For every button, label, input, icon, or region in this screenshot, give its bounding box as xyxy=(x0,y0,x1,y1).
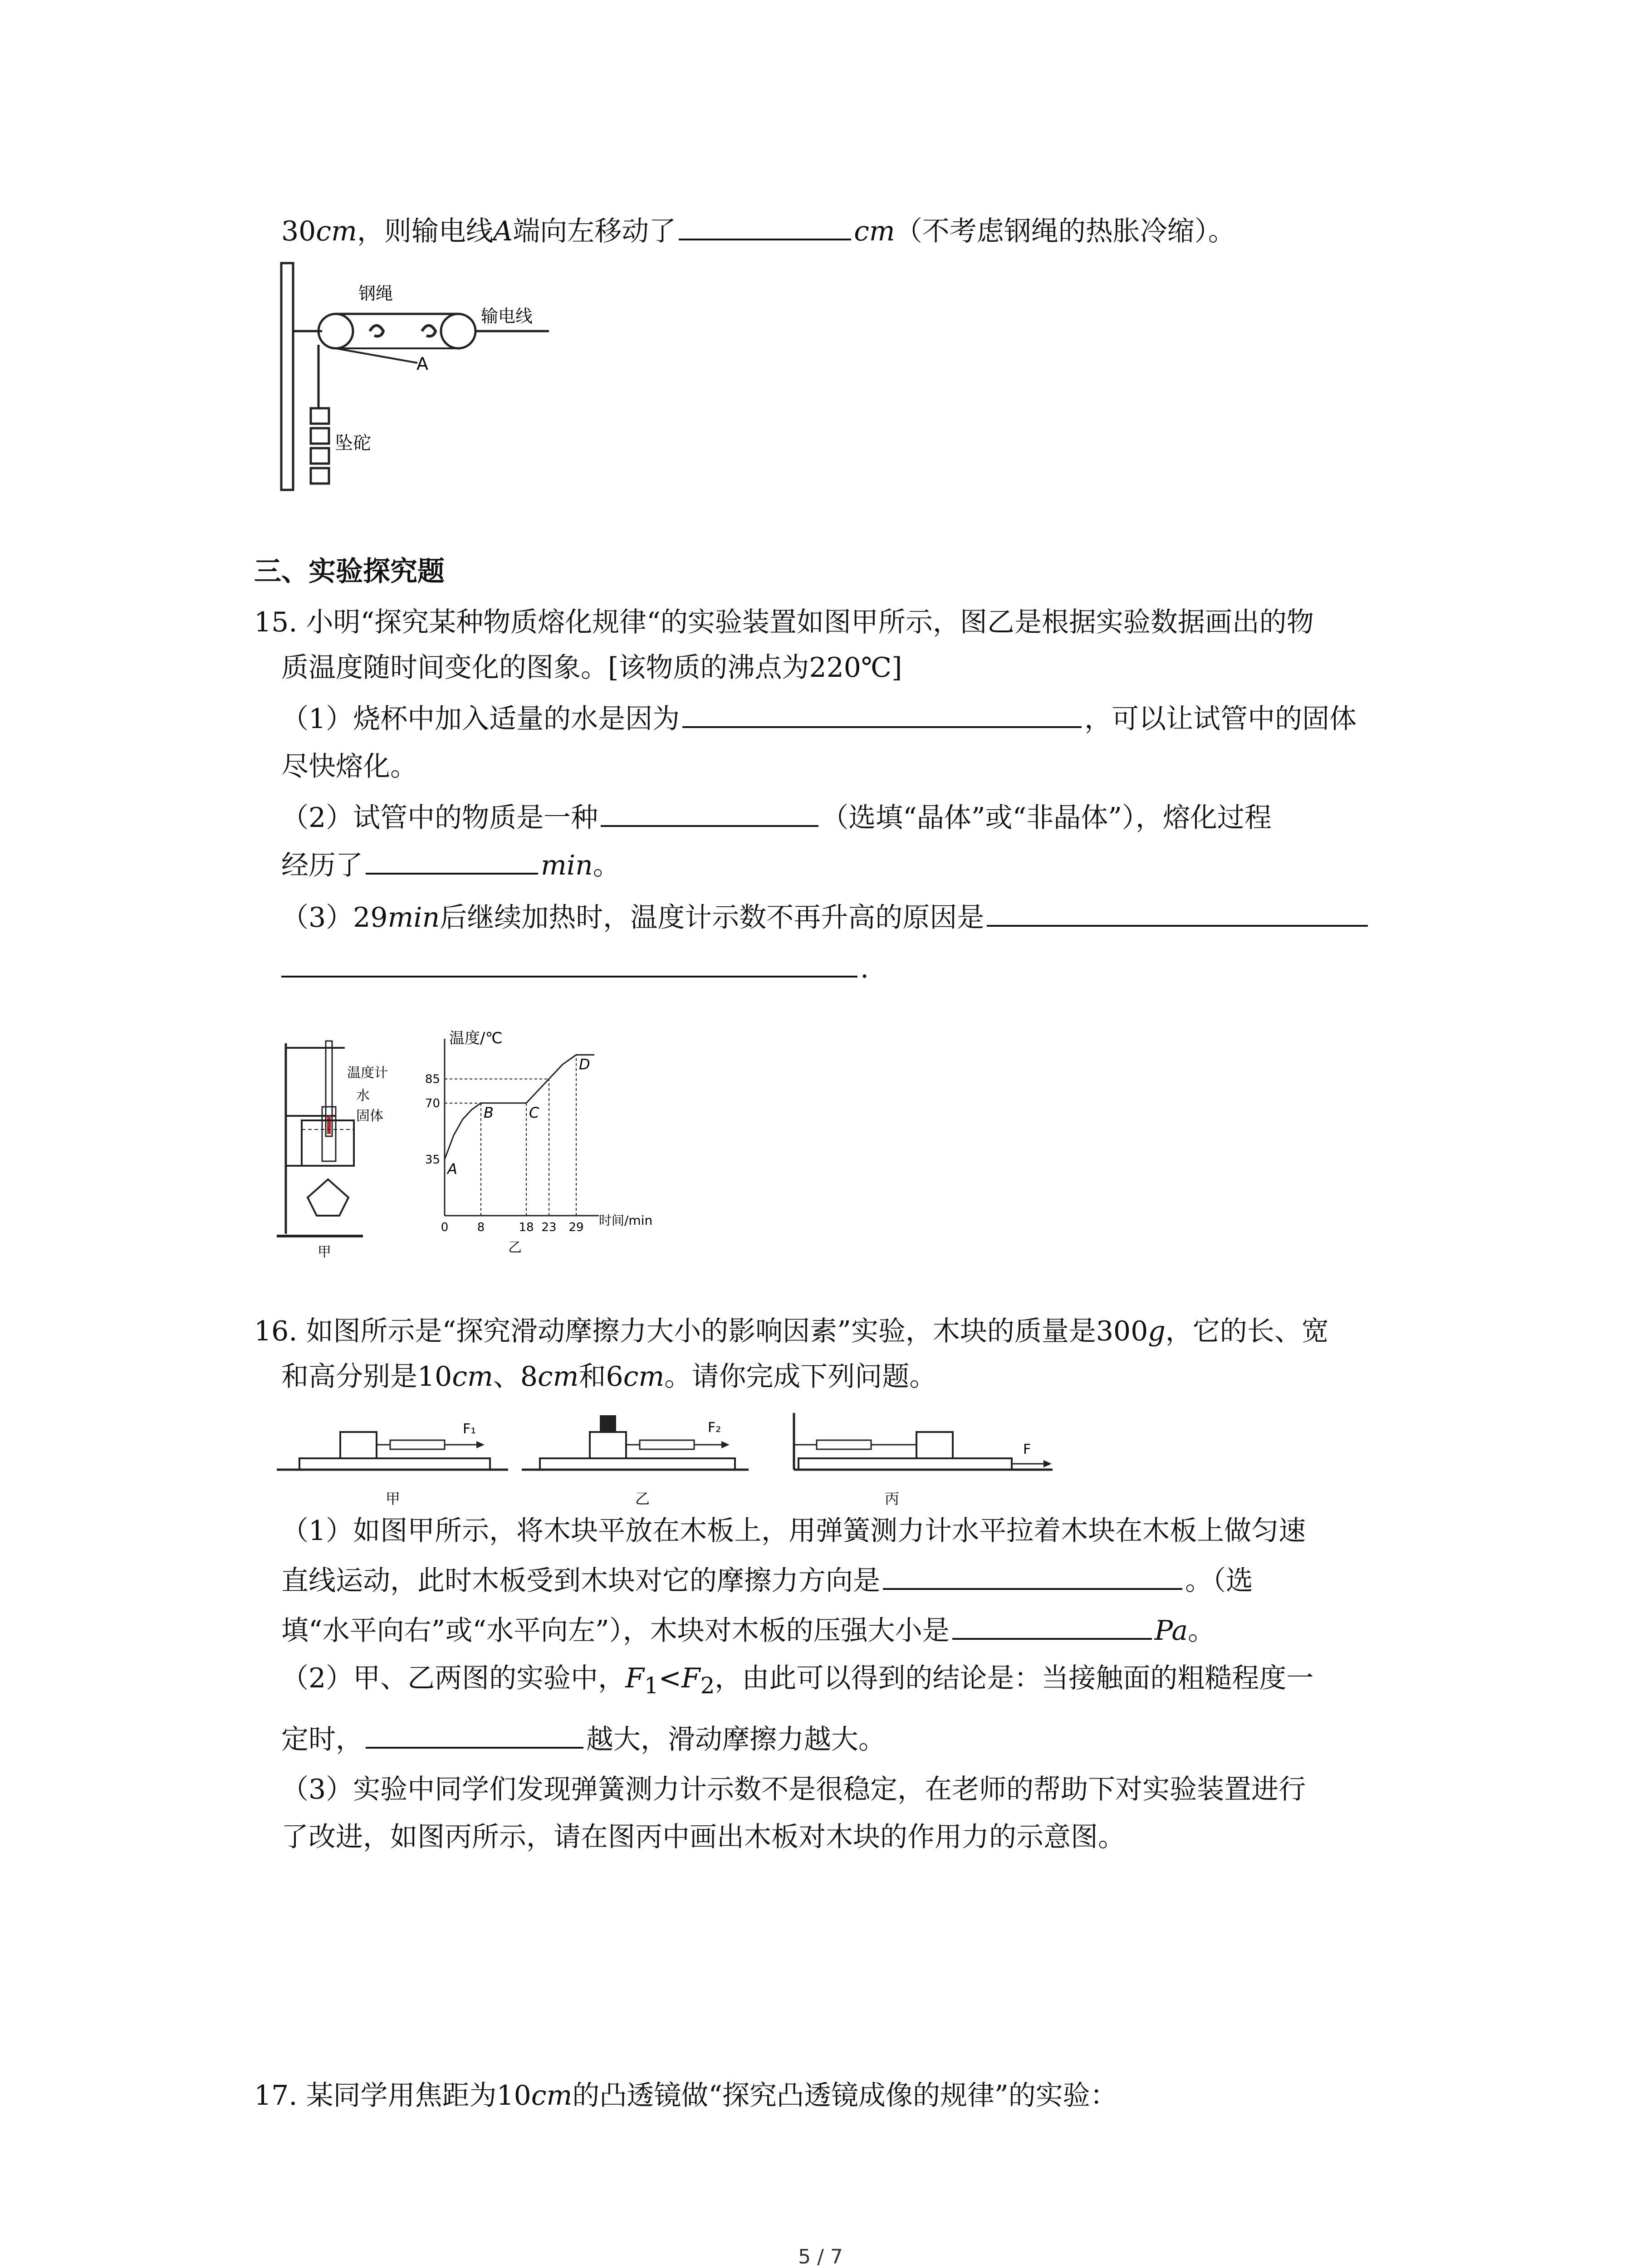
q16-part-3-line-1: （3）实验中同学们发现弹簧测力计示数不是很稳定，在老师的帮助下对实验装置进行 xyxy=(281,1774,1306,1805)
weight-block-1 xyxy=(311,408,329,424)
point-label-C: C xyxy=(529,1104,539,1121)
temperature-curve xyxy=(445,1055,594,1159)
q16-p2h: 定时， xyxy=(281,1724,363,1755)
label-thermometer: 温度计 xyxy=(347,1065,388,1081)
q14-text-e: 端向左移动了 xyxy=(513,215,676,247)
q16-l2d: cm xyxy=(538,1361,579,1393)
q17-lb: cm xyxy=(531,2080,573,2112)
q14-point: A xyxy=(493,215,513,247)
q15-p2b: （选填“晶体”或“非晶体”），熔化过程 xyxy=(821,802,1272,834)
q16-p1c: 。（选 xyxy=(1185,1565,1253,1597)
y-tick-85: 85 xyxy=(425,1072,440,1086)
q16-part-2-line-2 xyxy=(281,1721,886,1758)
caption-bing: 丙 xyxy=(885,1490,900,1507)
q16-l2e: 和6 xyxy=(578,1361,623,1393)
right-hook xyxy=(422,326,436,337)
q14-value: 30 xyxy=(281,215,316,247)
board-jia xyxy=(299,1458,490,1470)
caption-yi: 乙 xyxy=(508,1240,522,1256)
x-tick-18: 18 xyxy=(519,1221,534,1234)
q15-part-2 xyxy=(281,800,1272,836)
q15-p2e: 。 xyxy=(593,850,620,881)
q16-p2b: F xyxy=(625,1662,644,1694)
q16-p2f: 2 xyxy=(700,1672,715,1699)
q15-blank-1[interactable] xyxy=(682,701,1082,728)
q14-unit: cm xyxy=(316,215,357,247)
label-weight: 坠砣 xyxy=(335,433,371,454)
heating-apparatus xyxy=(272,1034,408,1261)
q16-blank-2[interactable] xyxy=(952,1613,1152,1640)
q15-p3a: （3）29 xyxy=(281,902,388,934)
q15-line-1 xyxy=(254,604,1314,640)
q16-blank-3[interactable] xyxy=(366,1721,583,1749)
q17-lc: 的凸透镜做“探究凸透镜成像的规律”的实验： xyxy=(572,2080,1117,2112)
q16-line-2 xyxy=(281,1359,936,1395)
x-tick-8: 8 xyxy=(477,1221,485,1234)
q16-p2e: F xyxy=(681,1662,700,1694)
board-bing xyxy=(798,1458,1012,1470)
spring-scale-yi xyxy=(640,1440,694,1449)
q16-l2a: 和高分别是10 xyxy=(281,1361,452,1393)
spring-scale-jia xyxy=(390,1440,445,1449)
weight-on-block xyxy=(600,1415,616,1432)
q16-p2c: 1 xyxy=(644,1672,659,1699)
label-f: F xyxy=(1023,1442,1031,1457)
q15-part-3-cont xyxy=(281,950,869,987)
q14-text-c: ，则输电线 xyxy=(357,215,493,247)
weight-block-2 xyxy=(311,428,329,444)
q16-line-1 xyxy=(254,1313,1329,1349)
q15-part-2-cont xyxy=(281,847,620,884)
page-number: 5 / 7 xyxy=(798,2245,843,2268)
q15-p1b: ，可以让试管中的固体 xyxy=(1084,703,1357,735)
q15-blank-4-cont[interactable] xyxy=(281,950,857,978)
q16-p1e: Pa xyxy=(1154,1615,1188,1647)
label-point-a: A xyxy=(416,354,428,374)
label-rope: 钢绳 xyxy=(358,284,393,303)
q17-line-1 xyxy=(254,2077,1117,2114)
q15-p3b: min xyxy=(387,902,440,934)
q16-p1f: 。 xyxy=(1188,1615,1215,1647)
y-tick-70: 70 xyxy=(425,1096,440,1110)
q15-l1: 小明“探究某种物质熔化规律“的实验装置如图甲所示，图乙是根据实验数据画出的物 xyxy=(306,606,1314,638)
block-jia xyxy=(340,1432,377,1458)
wall-pole xyxy=(281,263,293,490)
q16-part-3-line-2: 了改进，如图丙所示，请在图丙中画出木板对木块的作用力的示意图。 xyxy=(281,1821,1125,1853)
x-tick-23: 23 xyxy=(541,1221,557,1234)
q14-answer-blank[interactable] xyxy=(679,213,851,240)
y-axis-label: 温度/℃ xyxy=(449,1029,503,1047)
spring-scale-bing xyxy=(817,1440,871,1449)
q15-part-3 xyxy=(281,899,1371,936)
friction-figure xyxy=(272,1399,1071,1513)
q15-p2c: 经历了 xyxy=(281,850,363,881)
right-pulley xyxy=(441,314,475,348)
q15-p1a: （1）烧杯中加入适量的水是因为 xyxy=(281,703,680,735)
weight-block-4 xyxy=(311,468,329,484)
q16-p2a: （2）甲、乙两图的实验中， xyxy=(281,1662,626,1694)
q14-text-g: （不考虑钢绳的热胀冷缩）。 xyxy=(895,215,1235,247)
q16-l2b: cm xyxy=(452,1361,493,1393)
weight-block-3 xyxy=(311,448,329,464)
q16-l2c: 、8 xyxy=(493,1361,538,1393)
left-pulley xyxy=(318,314,353,348)
x-tick-0: 0 xyxy=(441,1221,449,1234)
q15-line-2: 质温度随时间变化的图象。[该物质的沸点为220℃] xyxy=(281,652,902,684)
label-wire: 输电线 xyxy=(481,306,533,326)
q15-p2d: min xyxy=(541,850,593,881)
q16-l2f: cm xyxy=(623,1361,665,1393)
caption-jia: 甲 xyxy=(318,1244,331,1260)
q16-blank-1[interactable] xyxy=(883,1563,1182,1590)
q16-l1b: g xyxy=(1148,1315,1166,1347)
label-f1: F₁ xyxy=(463,1421,476,1437)
rope-diagonal xyxy=(336,348,417,363)
block-bing xyxy=(916,1432,953,1458)
point-label-D: D xyxy=(579,1056,590,1073)
label-f2: F₂ xyxy=(708,1420,721,1436)
q16-l1a: 如图所示是“探究滑动摩擦力大小的影响因素”实验，木块的质量是300 xyxy=(306,1315,1148,1347)
point-label-A: A xyxy=(447,1160,457,1178)
q15-p2a: （2）试管中的物质是一种 xyxy=(281,802,598,834)
q16-part-1-line-3 xyxy=(281,1613,1215,1649)
q14-unit-2: cm xyxy=(854,215,895,247)
board-yi xyxy=(540,1458,735,1470)
q15-number: 15. xyxy=(254,606,298,638)
block-yi xyxy=(590,1432,626,1458)
q15-blank-3[interactable] xyxy=(366,847,538,875)
q15-p3c: 后继续加热时，温度计示数不再升高的原因是 xyxy=(440,902,985,934)
q16-p2g: ，由此可以得到的结论是：当接触面的粗糙程度一 xyxy=(715,1662,1314,1694)
caption-yi-16: 乙 xyxy=(635,1490,650,1507)
section-title: 三、实验探究题 xyxy=(254,556,445,587)
q16-part-1-line-2 xyxy=(281,1563,1253,1599)
q14-text xyxy=(281,213,1235,249)
q16-part-1-line-1: （1）如图甲所示，将木块平放在木板上，用弹簧测力计水平拉着木块在木板上做匀速 xyxy=(281,1515,1306,1547)
melting-chart xyxy=(417,1025,671,1261)
q16-p1d: 填“水平向右”或“水平向左”），木块对木板的压强大小是 xyxy=(281,1615,950,1647)
point-label-B: B xyxy=(484,1104,494,1121)
label-water: 水 xyxy=(356,1088,370,1104)
x-tick-29: 29 xyxy=(568,1221,584,1234)
q15-part-1 xyxy=(281,701,1357,737)
q17-la: 某同学用焦距为10 xyxy=(306,2080,531,2112)
q16-p1b: 直线运动，此时木板受到木块对它的摩擦力方向是 xyxy=(281,1565,880,1597)
q16-l2g: 。请你完成下列问题。 xyxy=(664,1361,937,1393)
alcohol-lamp xyxy=(308,1179,348,1216)
q17-number: 17. xyxy=(254,2080,298,2112)
q16-p2d: < xyxy=(658,1662,681,1694)
arrow-jia xyxy=(476,1441,485,1448)
q15-p3d: . xyxy=(860,953,869,984)
label-solid: 固体 xyxy=(356,1108,383,1124)
q16-l1c: ，它的长、宽 xyxy=(1165,1315,1329,1347)
q15-blank-4[interactable] xyxy=(987,899,1368,927)
q16-p2i: 越大，滑动摩擦力越大。 xyxy=(586,1724,886,1755)
q15-part-1-cont: 尽快熔化。 xyxy=(281,751,417,782)
q16-number: 16. xyxy=(254,1315,298,1347)
left-hook xyxy=(370,326,383,337)
y-tick-35: 35 xyxy=(425,1153,440,1167)
pulley-figure xyxy=(268,259,585,494)
arrow-bing xyxy=(1043,1460,1052,1467)
thermometer-bulb xyxy=(327,1116,331,1134)
x-axis-label: 时间/min xyxy=(599,1213,653,1228)
arrow-yi xyxy=(721,1441,730,1448)
q16-part-2-line-1 xyxy=(281,1660,1313,1704)
caption-jia-16: 甲 xyxy=(386,1490,401,1507)
q15-blank-2[interactable] xyxy=(601,800,818,827)
